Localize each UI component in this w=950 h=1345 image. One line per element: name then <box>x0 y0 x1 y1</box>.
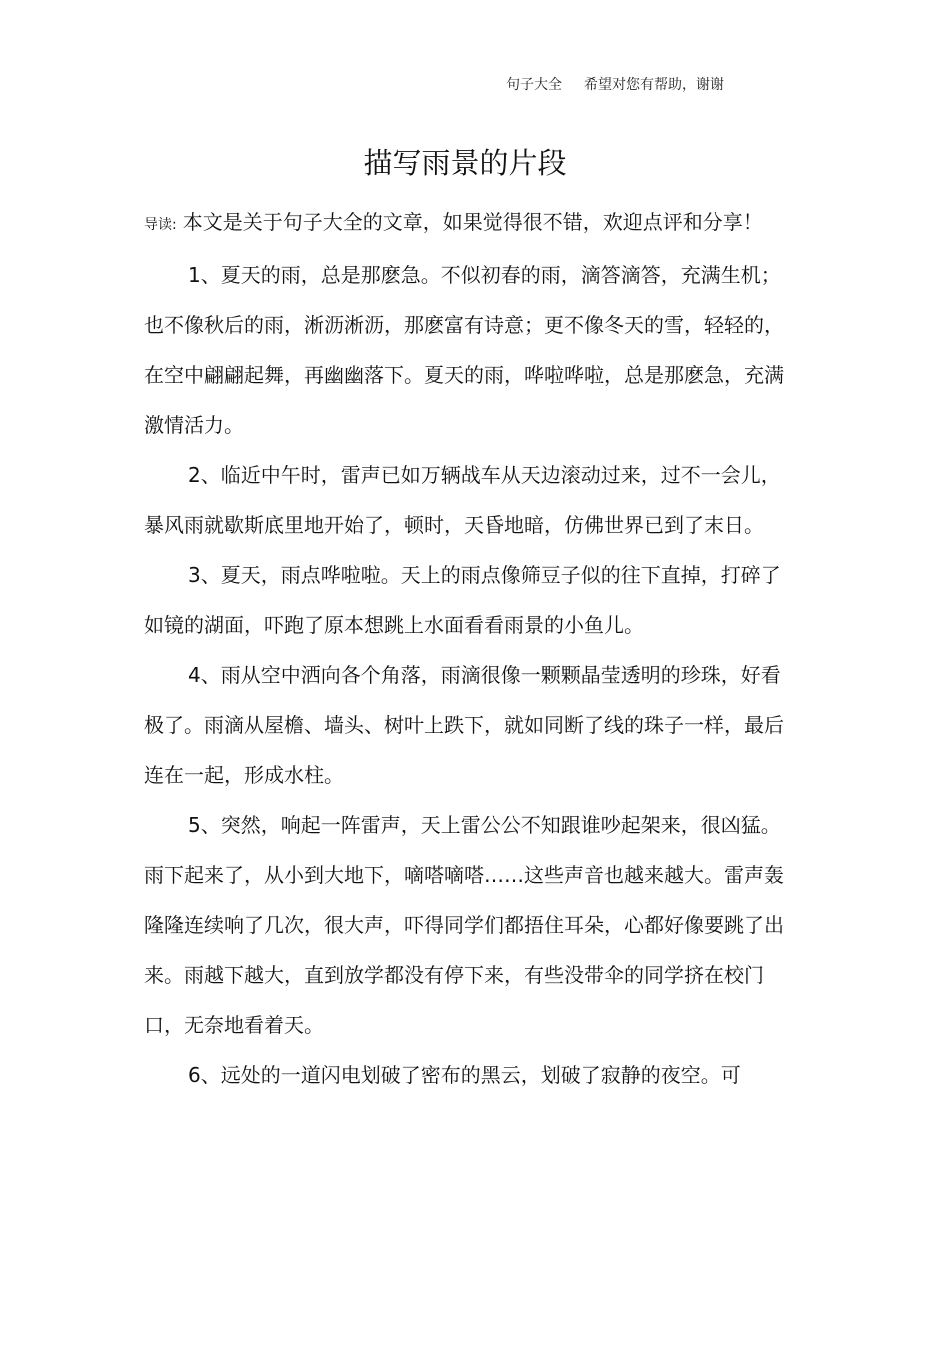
paragraph-3: 3、夏天，雨点哗啦啦。天上的雨点像筛豆子似的往下直掉，打碎了如镜的湖面，吓跑了原本想跳上水面看看雨景的小鱼儿。 <box>144 563 781 637</box>
paragraph-1: 1、夏天的雨，总是那麽急。不似初春的雨，滴答滴答，充满生机；也不像秋后的雨，淅沥淅沥，那麽富有诗意；更不像冬天的雪，轻轻的，在空中翩翩起舞，再幽幽落下。夏天的雨，哗啦哗啦，总是那麽急，充满激情活力。 <box>144 263 784 437</box>
lead-label: 导读: <box>144 217 177 233</box>
document-body <box>144 197 794 1100</box>
document-title: 描写雨景的片段 <box>363 146 567 180</box>
header-site-name: 句子大全 <box>506 77 562 93</box>
header-note: 希望对您有帮助，谢谢 <box>584 77 724 93</box>
paragraph-2: 2、临近中午时，雷声已如万辆战车从天边滚动过来，过不一会儿，暴风雨就歇斯底里地开始了，顿时，天昏地暗，仿佛世界已到了末日。 <box>144 463 781 537</box>
paragraph-4: 4、雨从空中洒向各个角落，雨滴很像一颗颗晶莹透明的珍珠，好看极了。雨滴从屋檐、墙头、树叶上跌下，就如同断了线的珠子一样，最后连在一起，形成水柱。 <box>144 663 784 787</box>
page-header <box>506 74 724 94</box>
lead-text: 本文是关于句子大全的文章，如果觉得很不错，欢迎点评和分享！ <box>182 210 763 234</box>
paragraph-5: 5、突然，响起一阵雷声，天上雷公公不知跟谁吵起架来，很凶猛。雨下起来了，从小到大地下，嘀嗒嘀嗒……这些声音也越来越大。雷声轰隆隆连续响了几次，很大声，吓得同学们都捂住耳朵，心都好像要跳了出来。雨越下越大，直到放学都没有停下来，有些没带伞的同学挤在校门口，无奈地看着天。 <box>144 813 784 1037</box>
lead-paragraph <box>144 197 794 250</box>
paragraph-6: 6、远处的一道闪电划破了密布的黑云，划破了寂静的夜空。可 <box>188 1063 741 1087</box>
